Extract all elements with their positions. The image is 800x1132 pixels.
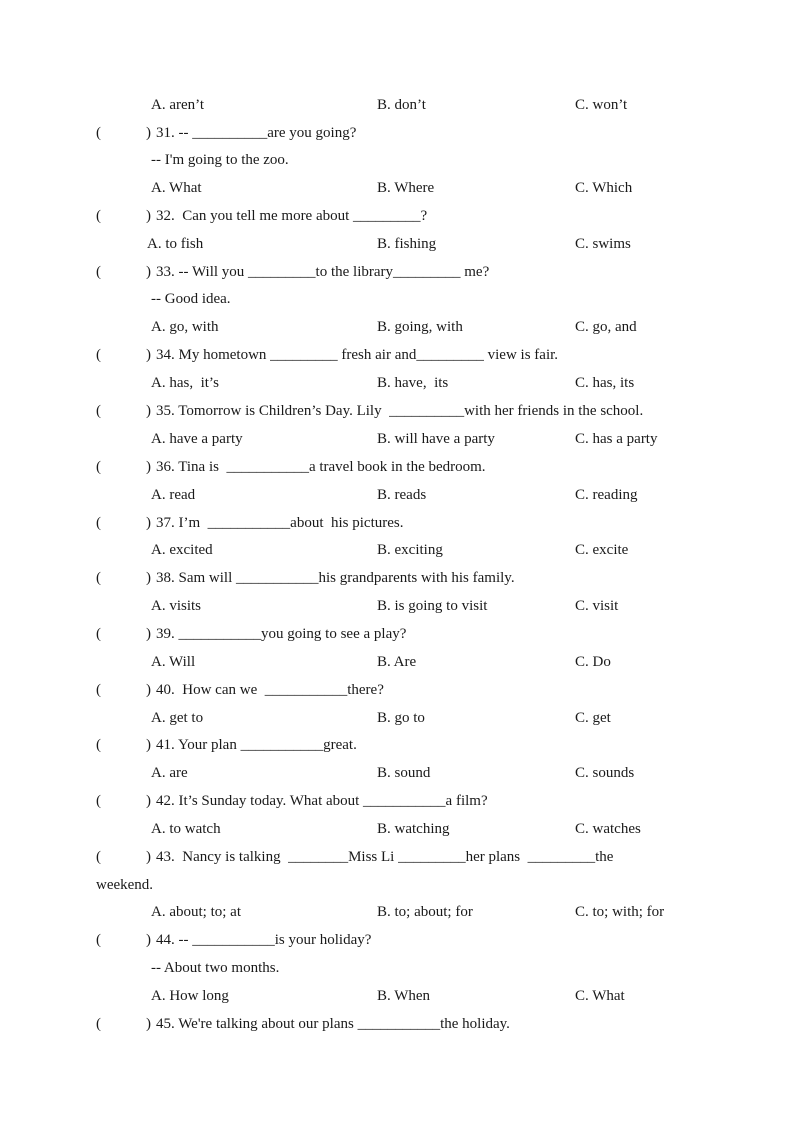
- q38-option-b: B. is going to visit: [377, 598, 488, 614]
- q33-option-b: B. going, with: [377, 319, 463, 335]
- q40-row: [0, 679, 800, 701]
- q36-row: [0, 456, 800, 478]
- answer-paren-close: ): [146, 347, 151, 363]
- q40-option-c: C. get: [575, 710, 611, 726]
- answer-paren-open: (: [96, 626, 101, 642]
- q41-option-a: A. are: [151, 765, 188, 781]
- q41-options: [0, 762, 800, 784]
- q33-row: [0, 261, 800, 283]
- answer-paren-close: ): [146, 932, 151, 948]
- answer-paren-close: ): [146, 264, 151, 280]
- q35-option-c: C. has a party: [575, 431, 658, 447]
- q34-option-c: C. has, its: [575, 375, 635, 391]
- answer-paren-open: (: [96, 347, 101, 363]
- q43-continuation-row: [0, 874, 800, 896]
- q32-options: [0, 233, 800, 255]
- q32-option-b: B. fishing: [377, 236, 437, 252]
- answer-paren-open: (: [96, 849, 101, 865]
- q42-options: [0, 818, 800, 840]
- q43-options: [0, 901, 800, 923]
- q30-option-b: B. don’t: [377, 97, 426, 113]
- answer-paren-open: (: [96, 793, 101, 809]
- q40-options: [0, 707, 800, 729]
- q32-option-a: A. to fish: [147, 236, 204, 252]
- answer-paren-open: (: [96, 737, 101, 753]
- q42-option-c: C. watches: [575, 821, 641, 837]
- q42-option-b: B. watching: [377, 821, 450, 837]
- q35-options: [0, 428, 800, 450]
- answer-paren-open: (: [96, 515, 101, 531]
- q31-option-b: B. Where: [377, 180, 435, 196]
- answer-paren-close: ): [146, 208, 151, 224]
- q44-option-b: B. When: [377, 988, 431, 1004]
- answer-paren-close: ): [146, 849, 151, 865]
- q38-stem: 38. Sam will ___________his grandparents with his family.: [156, 570, 515, 586]
- q36-option-c: C. reading: [575, 487, 638, 503]
- q33-reply: -- Good idea.: [151, 291, 231, 307]
- q30-option-a: A. aren’t: [151, 97, 205, 113]
- answer-paren-close: ): [146, 570, 151, 586]
- answer-paren-open: (: [96, 403, 101, 419]
- q39-option-b: B. Are: [377, 654, 417, 670]
- q37-options: [0, 539, 800, 561]
- q31-options: [0, 177, 800, 199]
- q31-reply-row: [0, 149, 800, 171]
- q37-option-b: B. exciting: [377, 542, 443, 558]
- q35-stem: 35. Tomorrow is Children’s Day. Lily __________with her friends in the school.: [156, 403, 644, 419]
- q40-stem: 40. How can we ___________there?: [156, 682, 384, 698]
- q33-options: [0, 316, 800, 338]
- q36-option-a: A. read: [151, 487, 196, 503]
- answer-paren-open: (: [96, 264, 101, 280]
- answer-paren-close: ): [146, 626, 151, 642]
- q33-option-a: A. go, with: [151, 319, 219, 335]
- q36-option-b: B. reads: [377, 487, 427, 503]
- q43-stem: 43. Nancy is talking ________Miss Li _________her plans _________the: [156, 849, 614, 865]
- q32-row: [0, 205, 800, 227]
- q42-row: [0, 790, 800, 812]
- q34-option-a: A. has, it’s: [151, 375, 219, 391]
- q34-row: [0, 344, 800, 366]
- answer-paren-close: ): [146, 515, 151, 531]
- q39-row: [0, 623, 800, 645]
- q41-stem: 41. Your plan ___________great.: [156, 737, 357, 753]
- q35-row: [0, 400, 800, 422]
- q36-stem: 36. Tina is ___________a travel book in the bedroom.: [156, 459, 486, 475]
- q38-option-a: A. visits: [151, 598, 202, 614]
- q44-reply: -- About two months.: [151, 960, 280, 976]
- q37-stem: 37. I’m ___________about his pictures.: [156, 515, 404, 531]
- answer-paren-open: (: [96, 125, 101, 141]
- q35-option-b: B. will have a party: [377, 431, 495, 447]
- q43-option-b: B. to; about; for: [377, 904, 473, 920]
- q45-stem: 45. We're talking about our plans ___________the holiday.: [156, 1016, 510, 1032]
- answer-paren-close: ): [146, 125, 151, 141]
- q41-option-c: C. sounds: [575, 765, 635, 781]
- answer-paren-open: (: [96, 1016, 101, 1032]
- q39-stem: 39. ___________you going to see a play?: [156, 626, 407, 642]
- q30-option-c: C. won’t: [575, 97, 628, 113]
- answer-paren-open: (: [96, 682, 101, 698]
- answer-paren-open: (: [96, 570, 101, 586]
- q31-reply: -- I'm going to the zoo.: [151, 152, 289, 168]
- answer-paren-close: ): [146, 682, 151, 698]
- q44-option-a: A. How long: [151, 988, 229, 1004]
- q43-stem-continuation: weekend.: [96, 877, 154, 893]
- q31-stem: 31. -- __________are you going?: [156, 125, 357, 141]
- answer-paren-close: ): [146, 793, 151, 809]
- q32-stem: 32. Can you tell me more about _________?: [156, 208, 428, 224]
- q34-options: [0, 372, 800, 394]
- q30-options: [0, 94, 800, 116]
- q33-stem: 33. -- Will you _________to the library_________ me?: [156, 264, 490, 280]
- q33-reply-row: [0, 288, 800, 310]
- q41-option-b: B. sound: [377, 765, 431, 781]
- answer-paren-open: (: [96, 932, 101, 948]
- q31-option-c: C. Which: [575, 180, 633, 196]
- q44-option-c: C. What: [575, 988, 625, 1004]
- answer-paren-open: (: [96, 208, 101, 224]
- q37-option-a: A. excited: [151, 542, 213, 558]
- q33-option-c: C. go, and: [575, 319, 637, 335]
- answer-paren-close: ): [146, 459, 151, 475]
- q34-option-b: B. have, its: [377, 375, 449, 391]
- answer-paren-close: ): [146, 737, 151, 753]
- q43-option-c: C. to; with; for: [575, 904, 665, 920]
- q44-reply-row: [0, 957, 800, 979]
- q45-row: [0, 1013, 800, 1035]
- q37-row: [0, 512, 800, 534]
- q39-option-a: A. Will: [151, 654, 196, 670]
- q40-option-a: A. get to: [151, 710, 204, 726]
- answer-paren-close: ): [146, 1016, 151, 1032]
- q34-stem: 34. My hometown _________ fresh air and_________ view is fair.: [156, 347, 559, 363]
- q44-stem: 44. -- ___________is your holiday?: [156, 932, 372, 948]
- answer-paren-close: ): [146, 403, 151, 419]
- q39-option-c: C. Do: [575, 654, 611, 670]
- q42-option-a: A. to watch: [151, 821, 221, 837]
- q43-row: [0, 846, 800, 868]
- q31-option-a: A. What: [151, 180, 202, 196]
- q32-option-c: C. swims: [575, 236, 631, 252]
- q38-row: [0, 567, 800, 589]
- q44-row: [0, 929, 800, 951]
- q39-options: [0, 651, 800, 673]
- q38-options: [0, 595, 800, 617]
- q36-options: [0, 484, 800, 506]
- q35-option-a: A. have a party: [151, 431, 243, 447]
- answer-paren-open: (: [96, 459, 101, 475]
- q44-options: [0, 985, 800, 1007]
- q43-option-a: A. about; to; at: [151, 904, 241, 920]
- q31-row: [0, 122, 800, 144]
- q37-option-c: C. excite: [575, 542, 629, 558]
- q40-option-b: B. go to: [377, 710, 425, 726]
- q41-row: [0, 734, 800, 756]
- q42-stem: 42. It’s Sunday today. What about ___________a film?: [156, 793, 488, 809]
- q38-option-c: C. visit: [575, 598, 619, 614]
